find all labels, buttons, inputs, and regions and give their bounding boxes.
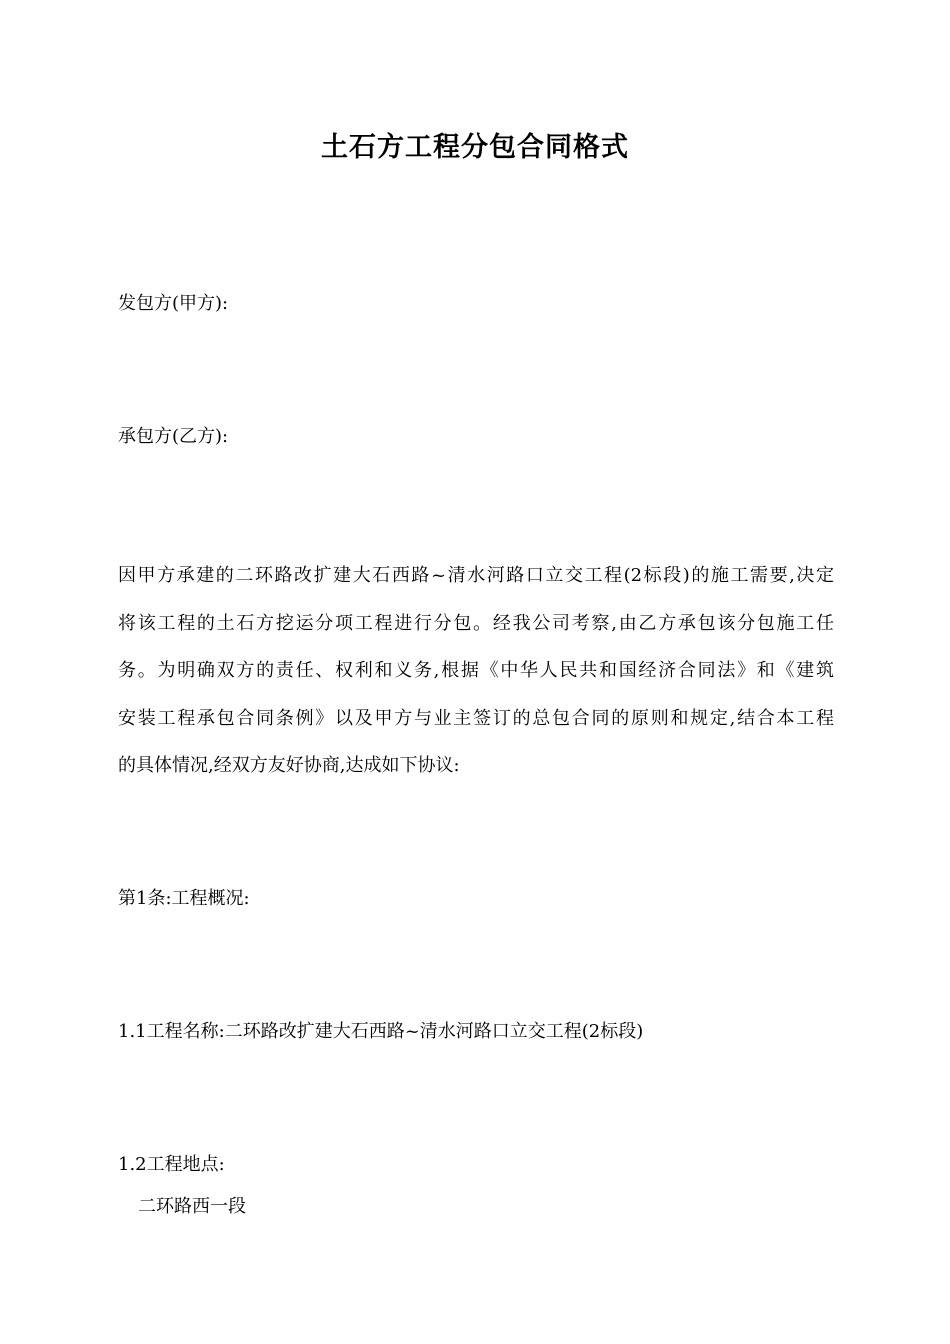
party-a-label: 发包方(甲方): — [118, 293, 229, 314]
intro-paragraph — [118, 552, 834, 790]
intro-line: 因甲方承建的二环路改扩建大石西路~清水河路口立交工程(2标段)的施工需要,决定 — [118, 565, 834, 586]
item-1-1-project-name: 1.1工程名称:二环路改扩建大石西路~清水河路口立交工程(2标段) — [118, 1021, 644, 1042]
document-title: 土石方工程分包合同格式 — [321, 132, 629, 163]
intro-line: 的具体情况,经双方友好协商,达成如下协议: — [118, 755, 460, 776]
intro-line: 将该工程的土石方挖运分项工程进行分包。经我公司考察,由乙方承包该分包施工任 — [118, 612, 834, 634]
intro-line: 安装工程承包合同条例》以及甲方与业主签订的总包合同的原则和规定,结合本工程 — [118, 707, 834, 729]
item-1-2-location-label: 1.2工程地点: — [118, 1154, 225, 1175]
intro-line: 务。为明确双方的责任、权利和义务,根据《中华人民共和国经济合同法》和《建筑 — [118, 660, 834, 681]
item-1-2-location-value: 二环路西一段 — [138, 1196, 246, 1217]
party-b-label: 承包方(乙方): — [118, 426, 229, 447]
article-1-heading: 第1条:工程概况: — [118, 888, 250, 909]
